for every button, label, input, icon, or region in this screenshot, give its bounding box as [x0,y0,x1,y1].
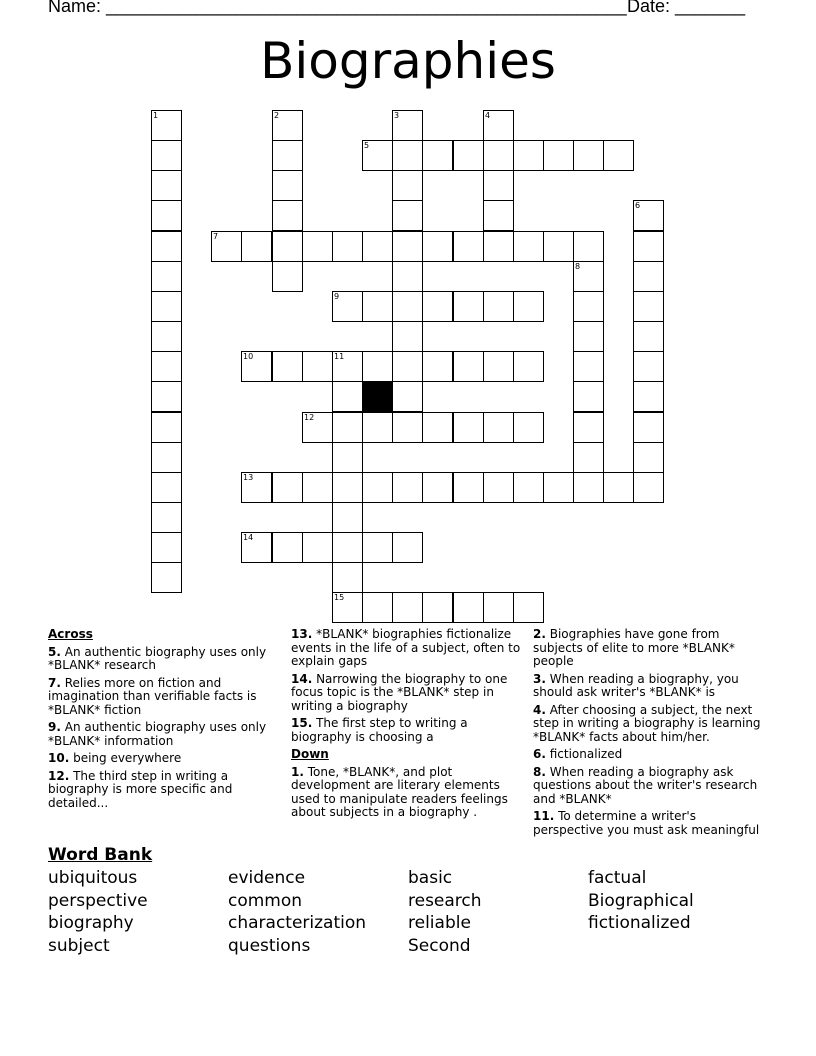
clue-label: 12. [48,768,70,783]
clue-text: When reading a biography ask questions about the writer's research and *BLANK* [533,764,758,806]
clue-number: 5 [364,141,370,150]
across-heading: Across [48,627,93,641]
name-field[interactable]: Name: ____________________________________________________ [48,0,627,16]
clue [48,677,280,718]
grid-cell[interactable] [272,110,303,141]
grid-cell[interactable] [573,140,604,171]
grid-cell[interactable] [151,231,182,262]
clue-label: 4. [533,702,546,717]
clue [48,646,280,673]
clue [533,766,765,807]
grid-cell[interactable] [453,412,484,443]
date-field[interactable]: Date: _______ [627,0,746,16]
grid-cell[interactable] [241,231,272,262]
grid-cell[interactable] [362,412,393,443]
grid-cell[interactable] [272,532,303,563]
grid-cell[interactable] [332,381,363,412]
grid-cell[interactable] [151,562,182,593]
clue-number: 10 [243,352,254,361]
word-bank [48,845,768,957]
clue-text: Biographies have gone from subjects of elite to more *BLANK* people [533,627,735,668]
clue-number: 9 [334,292,340,301]
grid-cell[interactable] [633,231,664,262]
grid-cell[interactable] [241,472,272,503]
clue [533,673,765,700]
grid-cell[interactable] [151,291,182,322]
grid-cell[interactable] [332,472,363,503]
grid-cell[interactable] [332,592,363,623]
clue-number: 14 [243,533,254,542]
grid-cell[interactable] [332,502,363,533]
clue-label: 2. [533,627,546,641]
clue-text: An authentic biography uses only *BLANK* information [48,720,267,748]
clue-label: 8. [533,764,546,779]
clue-text: When reading a biography, you should ask writer's *BLANK* is [533,671,739,699]
word-bank-item: research [408,890,482,911]
clue [533,810,765,837]
grid-cell[interactable] [633,472,664,503]
grid-cell[interactable] [362,351,393,382]
grid-cell[interactable] [633,291,664,322]
grid-cell[interactable] [483,170,514,201]
grid-cell[interactable] [392,592,423,623]
grid-cell[interactable] [392,321,423,352]
clue-number: 12 [304,413,315,422]
clue-label: 13. [291,627,313,641]
grid-cell[interactable] [362,231,393,262]
page-title: Biographies [260,32,556,90]
grid-cell[interactable] [483,412,514,443]
grid-cell[interactable] [392,231,423,262]
grid-cell[interactable] [332,291,363,322]
word-bank-item: reliable [408,913,471,934]
clue-text: The first step to writing a biography is choosing a [291,716,468,744]
grid-cell[interactable] [151,472,182,503]
grid-cell[interactable] [513,592,544,623]
grid-cell[interactable] [422,231,453,262]
grid-cell[interactable] [241,532,272,563]
grid-cell[interactable] [573,381,604,412]
clue-label: 1. [291,764,304,779]
grid-cell[interactable] [151,442,182,473]
grid-cell[interactable] [483,472,514,503]
grid-cell[interactable] [151,532,182,563]
word-bank-item: common [228,890,303,911]
word-bank-item: factual [588,868,647,888]
clue-number: 8 [575,262,581,271]
grid-cell[interactable] [513,412,544,443]
word-bank-item: questions [228,935,311,956]
word-bank-item: characterization [228,913,367,934]
grid-cell[interactable] [392,381,423,412]
clue [533,628,765,669]
across-clues [48,628,280,814]
grid-cell[interactable] [392,140,423,171]
grid-cell[interactable] [272,261,303,292]
grid-cell[interactable] [422,140,453,171]
clue [48,752,280,766]
clue-text: An authentic biography uses only *BLANK* research [48,644,267,672]
clue-text: The third step in writing a biography is more specific and detailed... [48,768,233,810]
grid-cell[interactable] [422,412,453,443]
clue [48,721,280,748]
clue [291,628,523,669]
black-cell [362,381,393,412]
across-clues-continued [291,628,523,824]
word-bank-item: basic [408,868,453,888]
grid-cell[interactable] [422,291,453,322]
grid-cell[interactable] [392,472,423,503]
clue-label: 3. [533,671,546,686]
grid-cell[interactable] [603,140,634,171]
clue-text: Narrowing the biography to one focus topic is the *BLANK* step in writing a biography [291,671,508,713]
grid-cell[interactable] [573,291,604,322]
grid-cell[interactable] [151,502,182,533]
grid-cell[interactable] [483,291,514,322]
grid-cell[interactable] [272,351,303,382]
grid-cell[interactable] [573,442,604,473]
grid-cell[interactable] [332,231,363,262]
grid-cell[interactable] [362,592,393,623]
grid-cell[interactable] [151,110,182,141]
grid-cell[interactable] [543,231,574,262]
grid-cell[interactable] [573,321,604,352]
grid-cell[interactable] [422,592,453,623]
grid-cell[interactable] [573,261,604,292]
clue-label: 5. [48,644,61,659]
grid-cell[interactable] [151,140,182,171]
word-bank-item: biography [48,913,134,934]
grid-cell[interactable] [633,351,664,382]
grid-cell[interactable] [392,291,423,322]
grid-cell[interactable] [633,200,664,231]
grid-cell[interactable] [573,351,604,382]
grid-cell[interactable] [272,231,303,262]
grid-cell[interactable] [272,472,303,503]
clue-text: *BLANK* biographies fictionalize events in the life of a subject, often to explain gaps [291,627,521,668]
grid-cell[interactable] [633,412,664,443]
grid-cell[interactable] [362,472,393,503]
grid-cell[interactable] [453,472,484,503]
grid-cell[interactable] [483,351,514,382]
grid-cell[interactable] [302,231,333,262]
grid-cell[interactable] [422,351,453,382]
clue-label: 6. [533,747,546,761]
clue-number: 4 [485,111,491,120]
clue-text: fictionalized [545,747,623,761]
grid-cell[interactable] [513,472,544,503]
grid-cell[interactable] [332,562,363,593]
clue-text: After choosing a subject, the next step in writing a biography is learning *BLANK* facts about him/her. [533,702,761,744]
grid-cell[interactable] [302,532,333,563]
clue-label: 9. [48,720,61,734]
grid-cell[interactable] [151,351,182,382]
grid-cell[interactable] [453,140,484,171]
clue [291,673,523,714]
clue [533,748,765,762]
clue [533,704,765,745]
grid-cell[interactable] [633,381,664,412]
grid-cell[interactable] [362,532,393,563]
grid-cell[interactable] [633,442,664,473]
grid-cell[interactable] [513,351,544,382]
word-bank-item: fictionalized [588,913,691,934]
grid-cell[interactable] [543,140,574,171]
word-bank-item: Second [408,935,471,956]
clue [291,766,523,820]
clue-text: Relies more on fiction and imagination than verifiable facts is *BLANK* fiction [48,675,257,717]
grid-cell[interactable] [332,532,363,563]
grid-cell[interactable] [332,442,363,473]
grid-cell[interactable] [151,170,182,201]
grid-cell[interactable] [332,412,363,443]
grid-cell[interactable] [392,412,423,443]
grid-cell[interactable] [392,170,423,201]
grid-cell[interactable] [392,261,423,292]
word-bank-item: perspective [48,890,148,911]
grid-cell[interactable] [633,321,664,352]
grid-cell[interactable] [302,472,333,503]
word-bank-item: Biographical [588,890,694,911]
clue-number: 15 [334,593,345,602]
grid-cell[interactable] [453,291,484,322]
grid-cell[interactable] [573,231,604,262]
grid-cell[interactable] [302,351,333,382]
grid-cell[interactable] [151,200,182,231]
grid-cell[interactable] [392,200,423,231]
grid-cell[interactable] [483,110,514,141]
grid-cell[interactable] [483,592,514,623]
word-bank-item: evidence [228,868,306,888]
grid-cell[interactable] [483,231,514,262]
clue-number: 3 [394,111,400,120]
clue-number: 1 [153,111,159,120]
word-bank-grid [48,867,768,957]
clue-number: 2 [274,111,280,120]
word-bank-item [588,935,768,958]
grid-cell[interactable] [392,351,423,382]
word-bank-item: ubiquitous [48,868,138,888]
clue-label: 15. [291,716,313,730]
grid-cell[interactable] [151,321,182,352]
grid-cell[interactable] [302,412,333,443]
grid-cell[interactable] [211,231,242,262]
grid-cell[interactable] [483,140,514,171]
down-heading: Down [291,747,329,761]
clue [291,717,523,744]
clue-number: 7 [213,232,219,241]
grid-cell[interactable] [453,351,484,382]
grid-cell[interactable] [422,472,453,503]
grid-cell[interactable] [543,472,574,503]
word-bank-item: subject [48,935,110,956]
grid-cell[interactable] [151,412,182,443]
grid-cell[interactable] [513,291,544,322]
grid-cell[interactable] [453,231,484,262]
grid-cell[interactable] [272,200,303,231]
grid-cell[interactable] [633,261,664,292]
grid-cell[interactable] [573,412,604,443]
clue-label: 7. [48,675,61,690]
grid-cell[interactable] [151,381,182,412]
grid-cell[interactable] [362,140,393,171]
grid-cell[interactable] [603,472,634,503]
word-bank-title: Word Bank [48,845,153,865]
clue-number: 11 [334,352,345,361]
clue-number: 13 [243,473,254,482]
grid-cell[interactable] [513,231,544,262]
clue-label: 10. [48,751,70,765]
grid-cell[interactable] [453,592,484,623]
clue-text: Tone, *BLANK*, and plot development are literary elements used to manipulate readers feelings about subjects in a biography . [291,764,508,819]
grid-cell[interactable] [392,532,423,563]
grid-cell[interactable] [573,472,604,503]
grid-cell[interactable] [483,200,514,231]
grid-cell[interactable] [362,291,393,322]
clue-text: To determine a writer's perspective you must ask meaningful [533,809,760,837]
grid-cell[interactable] [513,140,544,171]
clue [48,770,280,811]
clue-label: 14. [291,671,313,686]
down-clues-continued [533,628,765,841]
grid-cell[interactable] [332,351,363,382]
grid-cell[interactable] [151,261,182,292]
grid-cell[interactable] [241,351,272,382]
clue-text: being everywhere [69,751,182,765]
clue-number: 6 [635,201,641,210]
grid-cell[interactable] [272,140,303,171]
grid-cell[interactable] [392,110,423,141]
grid-cell[interactable] [272,170,303,201]
clue-label: 11. [533,809,555,823]
